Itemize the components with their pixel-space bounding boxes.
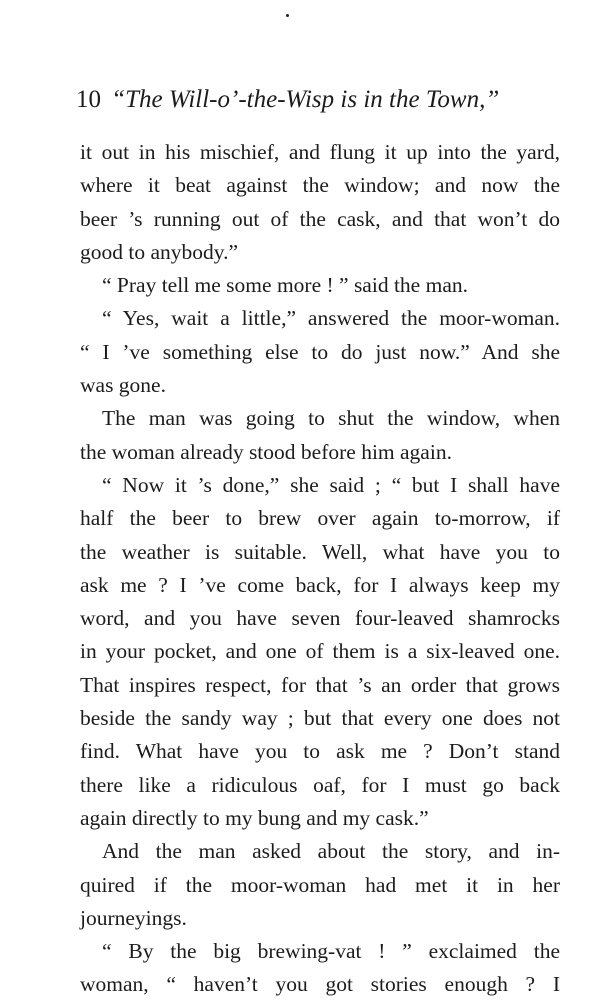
text-line: there like a ridiculous oaf, for I must go back xyxy=(80,772,560,797)
text-line: ask me ? I ’ve come back, for I always keep my xyxy=(80,572,560,597)
text-line: where it beat against the window; and now the xyxy=(80,173,560,198)
print-speck xyxy=(286,14,289,17)
page-number: 10 xyxy=(76,86,101,113)
text-line: “ By the big brewing-vat ! ” exclaimed the xyxy=(102,939,560,964)
text-line: again directly to my bung and my cask.” xyxy=(80,805,429,830)
text-line: “ Yes, wait a little,” answered the moor-woman. xyxy=(102,306,560,331)
text-line: “ Now it ’s done,” she said ; “ but I shall have xyxy=(102,472,560,497)
text-line: half the beer to brew over again to-morrow, if xyxy=(80,506,560,531)
text-line: beside the sandy way ; but that every one does not xyxy=(80,706,560,731)
page-header xyxy=(76,84,546,124)
text-line: the woman already stood before him again. xyxy=(80,439,452,464)
text-line: beer ’s running out of the cask, and that won’t do xyxy=(80,206,560,231)
text-line: The man was going to shut the window, when xyxy=(102,406,560,431)
text-line: it out in his mischief, and flung it up into the yard, xyxy=(80,140,560,164)
text-line: good to anybody.” xyxy=(80,239,239,264)
text-line: “ Pray tell me some more ! ” said the man. xyxy=(102,273,468,298)
text-line: journeyings. xyxy=(80,905,187,930)
text-line: the weather is suitable. Well, what have you to xyxy=(80,539,560,564)
text-line: word, and you have seven four-leaved shamrocks xyxy=(80,606,560,631)
text-line: “ I ’ve something else to do just now.” And she xyxy=(80,339,560,364)
text-line: woman, “ haven’t you got stories enough ? I xyxy=(80,972,560,997)
text-line: And the man asked about the story, and in- xyxy=(102,839,560,864)
running-title: “The Will-o’-the-Wisp is in the Town,” xyxy=(111,86,500,113)
body-text xyxy=(80,136,560,1002)
text-line: quired if the moor-woman had met it in her xyxy=(80,872,560,897)
text-line: That inspires respect, for that ’s an order that grows xyxy=(80,672,560,697)
text-line: was gone. xyxy=(80,373,166,398)
text-line: find. What have you to ask me ? Don’t stand xyxy=(80,739,560,764)
text-line: in your pocket, and one of them is a six-leaved one. xyxy=(80,639,560,664)
